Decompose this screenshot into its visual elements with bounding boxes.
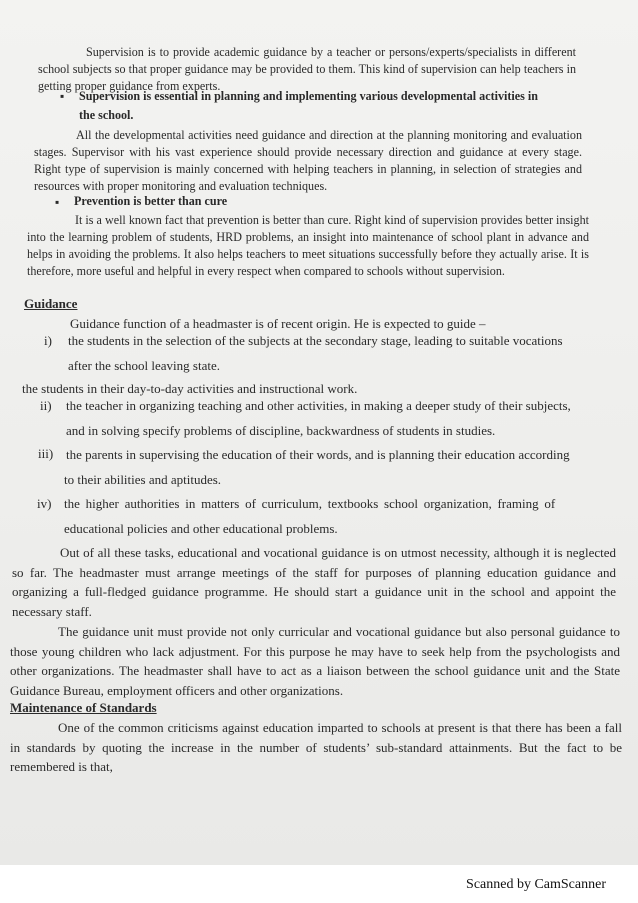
paragraph-prevention: It is a well known fact that prevention is better than cure. Right kind of supervision provides better insight into the learning problem of students, HRD problems, an insight into maintenance of school plant in advance and helps in avoiding the problems. It also helps teachers to meet situations successfully before they actually arise. It is therefore, more useful and helpful in every respect when compared to schools without supervision. bbox=[27, 213, 589, 278]
list-item-students: the students in their day-to-day activities and instructional work. bbox=[22, 381, 358, 396]
list-item-ii-cont: and in solving specify problems of discipline, backwardness of students in studies. bbox=[66, 423, 496, 438]
list-item-i-cont: after the school leaving state. bbox=[68, 358, 220, 373]
guidance-intro: Guidance function of a headmaster is of recent origin. He is expected to guide – bbox=[70, 316, 486, 331]
paragraph-standards: One of the common criticisms against education imparted to schools at present is that there has been a fall in standards by quoting the increase in the number of students’ sub-standard attainments. But the fact to be remembered is that, bbox=[10, 720, 622, 775]
scanner-watermark: Scanned by CamScanner bbox=[466, 877, 606, 892]
paragraph-guidance-tasks: Out of all these tasks, educational and vocational guidance is on utmost necessity, although it is neglected so far. The headmaster must arrange meetings of the staff for purposes of planning education guidance and organizing a full-fledged guidance programme. He should start a guidance unit in the school and appoint the necessary staff. bbox=[12, 545, 616, 619]
list-number-i: i) bbox=[44, 333, 52, 348]
list-item-i: the students in the selection of the subjects at the secondary stage, leading to suitable vocations bbox=[68, 333, 563, 348]
bullet-heading-planning: Supervision is essential in planning and implementing various developmental activities in bbox=[79, 89, 538, 103]
section-heading-maintenance-of-standards: Maintenance of Standards bbox=[10, 700, 157, 715]
list-item-iv-cont: educational policies and other educational problems. bbox=[64, 521, 338, 536]
list-number-ii: ii) bbox=[40, 398, 52, 413]
paragraph-supervision-intro: Supervision is to provide academic guidance by a teacher or persons/experts/specialists in different school subjects so that proper guidance may be provided to them. This kind of supervision can help teachers in getting proper guidance from experts. bbox=[38, 45, 576, 93]
list-item-ii: the teacher in organizing teaching and other activities, in making a deeper study of their subjects, bbox=[66, 398, 571, 413]
bullet-heading-prevention: Prevention is better than cure bbox=[74, 194, 228, 208]
section-heading-guidance: Guidance bbox=[24, 296, 78, 311]
paragraph-guidance-unit: The guidance unit must provide not only curricular and vocational guidance but also personal guidance to those young children who lack adjustment. For this purpose he may have to seek help from the psychologists and other organizations. The headmaster shall have to act as a liaison between the school guidance unit and the State Guidance Bureau, employment officers and other organizations. bbox=[10, 624, 620, 698]
bullet-icon: ▪ bbox=[60, 89, 65, 103]
list-number-iv: iv) bbox=[37, 496, 52, 511]
list-item-iii: the parents in supervising the education of their words, and is planning their education according bbox=[66, 447, 570, 462]
list-number-iii: iii) bbox=[38, 446, 54, 461]
paragraph-developmental-activities: All the developmental activities need guidance and direction at the planning monitoring and evaluation stages. Supervisor with his vast experience should provide necessary direction and guidance at every stage. Right type of supervision is mainly concerned with helping teachers in planning, in selection of strategies and resources with proper monitoring and evaluation techniques. bbox=[34, 128, 582, 193]
list-item-iv: the higher authorities in matters of curriculum, textbooks school organization, framing of bbox=[64, 496, 556, 511]
list-item-iii-cont: to their abilities and aptitudes. bbox=[64, 472, 222, 487]
bullet-heading-planning-cont: the school. bbox=[79, 108, 134, 122]
bullet-icon: ▪ bbox=[55, 195, 60, 209]
